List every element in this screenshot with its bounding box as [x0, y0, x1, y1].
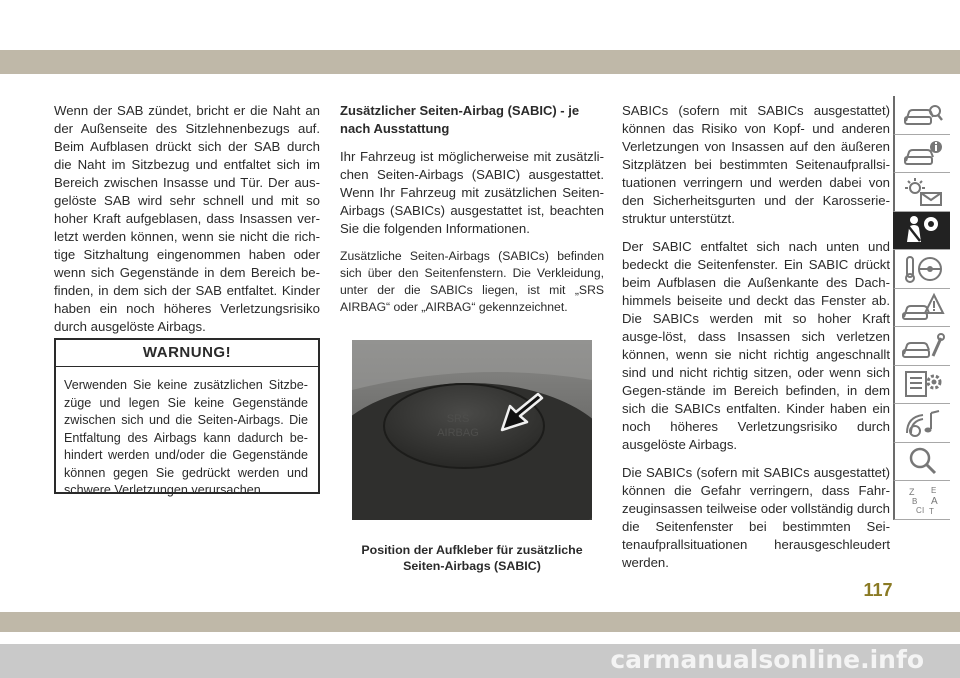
sab-paragraph: Wenn der SAB zündet, bricht er die Naht an der Außenseite des Sitzlehnenbezugs auf. Beim Aufblasen drückt sich der SAB durch die Naht im Sitzbezug und entfaltet sich im Bereich zwischen Insasse und Tür. Der aus-gelöste SAB wird sehr schnell und mit so hoher Kraft aufgeblasen, dass Insassen ver-letzt werden können, wenn sie nicht die rich-tige Sitzhaltung eingenommen haben oder wenn sich Gegenstände in dem Bereich be-finden, in dem sich der SAB entfaltet. Kinder haben ein noch höheres Verletzungsrisiko durch ausgelöste Airbags. [54, 103, 320, 334]
column-left [54, 102, 320, 346]
srs-embossed-text: SRS [446, 413, 470, 425]
tab-index-search[interactable] [893, 443, 950, 482]
sabic-location-paragraph: Zusätzliche Seiten-Airbags (SABICs) befinden sich über den Seitenfenstern. Die Verkleidung, unter der die SABICs liegen, ist mit „SRS AIRBAG“ oder „AIRBAG“ gekennzeichnet. [340, 249, 604, 314]
steering-wheel-icon [901, 253, 945, 285]
seatbelt-airbag-icon [900, 214, 944, 246]
tab-dashboard-info[interactable] [893, 135, 950, 174]
music-satellite-icon [901, 407, 945, 439]
tab-index-letters[interactable] [893, 481, 950, 520]
tab-vehicle-info[interactable] [893, 96, 950, 135]
page-number: 117 [863, 580, 893, 600]
tab-multimedia[interactable] [893, 404, 950, 443]
column-middle [340, 102, 604, 326]
header-band [0, 50, 960, 74]
svg-text:A: A [930, 495, 938, 507]
magnifier-icon [901, 445, 945, 477]
watermark: carmanualsonline.info [0, 644, 960, 678]
tab-servicing[interactable] [893, 327, 950, 366]
sabic-benefit-paragraph: SABICs (sofern mit SABICs ausgestattet) können das Risiko von Kopf- und anderen Verletzungen von Insassen auf den äußeren Sitzplätzen bei bestimmten Seitenaufprallsi-tuationen verringern und werden dabei von den Sicherheitsgurten und der Karosserie-struktur unterstützt. [622, 103, 890, 226]
car-info-icon [901, 137, 945, 169]
warning-text: Verwenden Sie keine zusätzlichen Sitzbe-züge und legen Sie keine Gegenstände zwischen sich und die Seiten-Airbags. Die Entfaltung des Airbags kann dadurch be-hindert werden und/oder die Gegenstände können gegen Sie gedrückt werden und schwere Verletzungen verursachen. [64, 378, 308, 497]
airbag-label-photo [352, 340, 592, 520]
tab-lights-warnings[interactable] [893, 173, 950, 212]
svg-text:Z: Z [908, 486, 914, 497]
svg-text:B: B [911, 496, 917, 506]
footer-band [0, 612, 960, 632]
warning-box [54, 338, 320, 497]
sabic-intro-paragraph: Ihr Fahrzeug ist möglicherweise mit zusätzli-chen Seiten-Airbags (SABIC) ausgestattet. Wenn Ihr Fahrzeug mit zusätzlichen Seiten-Airbags (SABICs) ausgestattet ist, beachten Sie die folgenden Informationen. [340, 149, 604, 236]
tab-specifications[interactable] [893, 366, 950, 405]
light-envelope-icon [901, 176, 945, 208]
car-magnifier-icon [901, 99, 945, 131]
svg-text:C: C [915, 505, 922, 515]
airbag-embossed-text: AIRBAG [437, 427, 479, 439]
car-warning-icon [901, 291, 945, 323]
section-heading: Zusätzlicher Seiten-Airbag (SABIC) - je nach Ausstattung [340, 103, 580, 136]
checklist-gear-icon [901, 368, 945, 400]
chapter-tabs [893, 96, 950, 520]
svg-text:E: E [930, 485, 936, 495]
photo-caption: Position der Aufkleber für zusätzliche Seiten-Airbags (SABIC) [361, 543, 583, 573]
svg-text:T: T [928, 506, 934, 516]
tab-starting-operating[interactable] [893, 250, 950, 289]
tab-emergency[interactable] [893, 289, 950, 328]
sabic-ejection-paragraph: Die SABICs (sofern mit SABICs ausgestattet) können die Gefahr verringern, dass Fahr-zeuginsassen teilweise oder vollständig durch die Seitenfenster bei bestimmten Sei-tenaufprallsituationen herausgeschleudert werden. [622, 465, 890, 570]
sabic-deploy-paragraph: Der SABIC entfaltet sich nach unten und bedeckt die Seitenfenster. Ein SABIC drückt beim Aufblasen die Außenkante des Dach-himmels beiseite und deckt das Fenster ab. Die SABICs werden mit so hoher Kraft ausge-löst, dass Insassen sich verletzen können, wenn sie nicht richtig angeschnallt sind und nicht richtig sitzen, oder wenn sich Gegen-stände im Bereich befinden, in dem sich die SABICs entfalten. Kinder haben ein noch höheres Verletzungsrisiko durch ausgelöste Airbags. [622, 239, 890, 452]
tab-safety[interactable] [893, 212, 950, 251]
alphabet-index-icon [901, 484, 945, 516]
svg-text:I: I [921, 505, 924, 515]
warning-title: WARNUNG! [56, 340, 318, 367]
car-wrench-icon [901, 330, 945, 362]
column-right [622, 102, 890, 582]
